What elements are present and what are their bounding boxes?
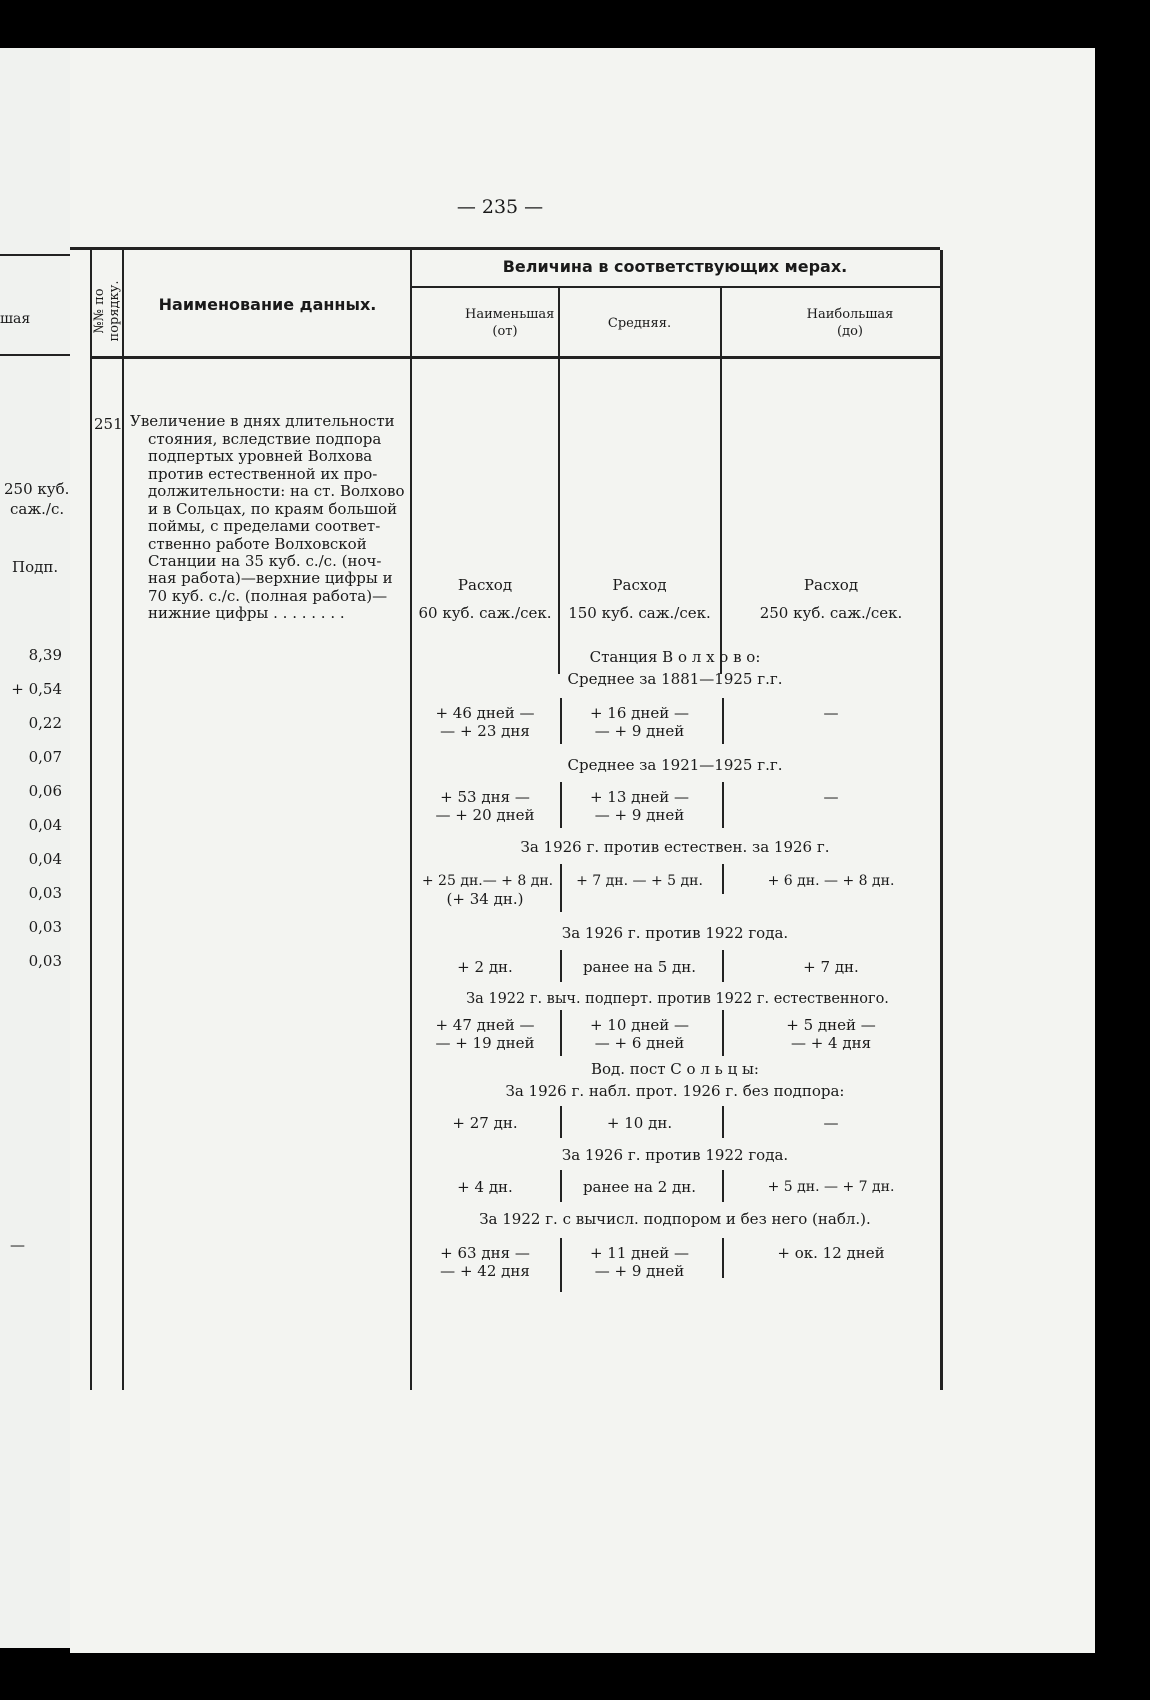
- value: — + 20 дней: [435, 806, 535, 824]
- y1926-natural-heading: За 1926 г. против естествен. за 1926 г.: [520, 838, 830, 856]
- value: + 25 дн.— + 8 дн.: [421, 873, 554, 889]
- col-min-header: Наименьшая (от): [465, 307, 555, 339]
- value: + 5 дн. — + 7 дн.: [767, 1179, 895, 1195]
- col-name-header: Наименование данных.: [158, 295, 377, 314]
- value: + 5 дней —: [786, 1016, 876, 1034]
- table-top-rule: [70, 247, 940, 250]
- obs-1926-heading: За 1926 г. набл. прот. 1926 г. без подпора:: [505, 1082, 845, 1100]
- value: — + 4 дня: [790, 1034, 872, 1052]
- rule: [560, 1170, 562, 1202]
- row-description-line: нижние цифры . . . . . . . .: [148, 604, 345, 622]
- row-number: 251: [94, 415, 123, 433]
- value: + 47 дней —: [435, 1016, 535, 1034]
- soltsy-1922-heading: За 1922 г. с вычисл. подпором и без него (набл.).: [479, 1210, 871, 1228]
- value: + 10 дней —: [589, 1016, 690, 1034]
- rule: [722, 1238, 724, 1278]
- rule: [560, 1238, 562, 1292]
- table-right-rule: [940, 250, 943, 1390]
- value: — + 9 дней: [594, 722, 685, 740]
- value: + 6 дн. — + 8 дн.: [767, 873, 895, 889]
- value: — + 9 дней: [594, 806, 685, 824]
- rule: [722, 864, 724, 894]
- value: — + 9 дней: [594, 1262, 685, 1280]
- group-header: Величина в соответствующих мерах.: [502, 257, 848, 276]
- value: + 11 дней —: [589, 1244, 690, 1262]
- rule: [722, 1106, 724, 1138]
- value: —: [823, 788, 839, 806]
- value: — + 6 дней: [594, 1034, 685, 1052]
- left-value: 0,03: [28, 952, 62, 970]
- col-mid-header: Средняя.: [607, 316, 672, 331]
- discharge-mid-label: Расход: [612, 576, 667, 594]
- station-volkhovo: Станция В о л х о в о:: [589, 648, 761, 666]
- discharge-min-label: Расход: [457, 576, 513, 594]
- row-description-line: 70 куб. с./с. (полная работа)—: [148, 587, 388, 605]
- value: + ок. 12 дней: [777, 1244, 885, 1262]
- rule: [722, 950, 724, 982]
- page-number: — 235 —: [456, 196, 544, 218]
- value: + 16 дней —: [589, 704, 690, 722]
- station-soltsy: Вод. пост С о л ь ц ы:: [590, 1060, 759, 1078]
- value: + 46 дней —: [435, 704, 535, 722]
- value: + 2 дн.: [457, 958, 513, 976]
- table-left-rule: [90, 250, 92, 1390]
- value: + 53 дня —: [440, 788, 530, 806]
- left-value: 0,06: [28, 782, 62, 800]
- discharge-min-value: 60 куб. саж./сек.: [418, 604, 552, 622]
- avg-1881-1925-heading: Среднее за 1881—1925 г.г.: [567, 670, 783, 688]
- value: + 63 дня —: [440, 1244, 530, 1262]
- left-col-fragment-a: 250 куб.: [4, 480, 70, 498]
- col-number-header: №№ по порядку.: [92, 280, 122, 342]
- avg-1921-1925-heading: Среднее за 1921—1925 г.г.: [567, 756, 783, 774]
- row-description-line: Увеличение в днях длительности: [130, 412, 395, 430]
- rule: [560, 698, 562, 744]
- value: — + 42 дня: [440, 1262, 530, 1280]
- left-value: + 0,54: [11, 680, 62, 698]
- row-description-line: подпертых уровней Волхова: [148, 447, 373, 465]
- value: — + 23 дня: [440, 722, 530, 740]
- row-description-line: Станции на 35 куб. с./с. (ноч-: [148, 552, 382, 570]
- value: — + 19 дней: [435, 1034, 535, 1052]
- value: + 7 дн.: [803, 958, 859, 976]
- group-header-rule: [410, 286, 940, 288]
- value: + 4 дн.: [457, 1178, 513, 1196]
- row-description-line: ственно работе Волховской: [148, 535, 367, 553]
- body-min-mid-rule: [558, 358, 560, 674]
- row-description-line: стояния, вследствие подпора: [148, 430, 382, 448]
- left-value: 0,04: [28, 850, 62, 868]
- value: —: [823, 704, 839, 722]
- rule: [560, 864, 562, 912]
- discharge-mid-value: 150 куб. саж./сек.: [568, 604, 711, 622]
- left-dash: —: [10, 1236, 25, 1254]
- left-value: 0,07: [28, 748, 62, 766]
- soltsy-vs-1922-heading: За 1926 г. против 1922 года.: [561, 1146, 789, 1164]
- value: ранее на 2 дн.: [582, 1178, 697, 1196]
- header-bottom-rule: [90, 356, 940, 359]
- row-description-line: против естественной их про-: [148, 465, 378, 483]
- value: (+ 34 дн.): [446, 890, 524, 908]
- value: —: [823, 1114, 839, 1132]
- left-value: 8,39: [28, 646, 62, 664]
- left-value: 0,04: [28, 816, 62, 834]
- row-description-line: и в Сольцах, по краям большой: [148, 500, 398, 518]
- rule: [560, 1106, 562, 1138]
- page: [70, 48, 1095, 1653]
- rule: [722, 782, 724, 828]
- vs-1922-heading: За 1926 г. против 1922 года.: [561, 924, 789, 942]
- value: + 13 дней —: [589, 788, 690, 806]
- left-value: 0,22: [28, 714, 62, 732]
- left-col-fragment-b: саж./с.: [10, 500, 65, 518]
- calc-1922-heading: За 1922 г. выч. подперт. против 1922 г. естественного.: [466, 991, 889, 1007]
- rule: [722, 1010, 724, 1056]
- value: ранее на 5 дн.: [582, 958, 697, 976]
- rule: [560, 950, 562, 982]
- left-value: 0,03: [28, 884, 62, 902]
- discharge-max-label: Расход: [803, 576, 859, 594]
- header-mid-max-rule: [720, 286, 722, 358]
- header-min-mid-rule: [558, 286, 560, 358]
- value: + 10 дн.: [606, 1114, 673, 1132]
- left-value: 0,03: [28, 918, 62, 936]
- rule: [722, 1170, 724, 1202]
- row-description-line: должительности: на ст. Волхово: [148, 482, 405, 500]
- name-col-rule: [410, 250, 412, 1390]
- rule: [722, 698, 724, 744]
- rule: [560, 782, 562, 828]
- value: + 27 дн.: [452, 1114, 518, 1132]
- left-col-fragment-c: Подп.: [12, 558, 59, 576]
- discharge-max-value: 250 куб. саж./сек.: [759, 604, 903, 622]
- row-description-line: поймы, с пределами соответ-: [148, 517, 381, 535]
- col-max-header: Наибольшая (до): [806, 307, 894, 339]
- body-mid-max-rule: [720, 358, 722, 674]
- rule: [560, 1010, 562, 1056]
- value: + 7 дн. — + 5 дн.: [576, 873, 703, 889]
- row-description-line: ная работа)—верхние цифры и: [148, 569, 393, 587]
- left-header-fragment: шая: [0, 311, 31, 327]
